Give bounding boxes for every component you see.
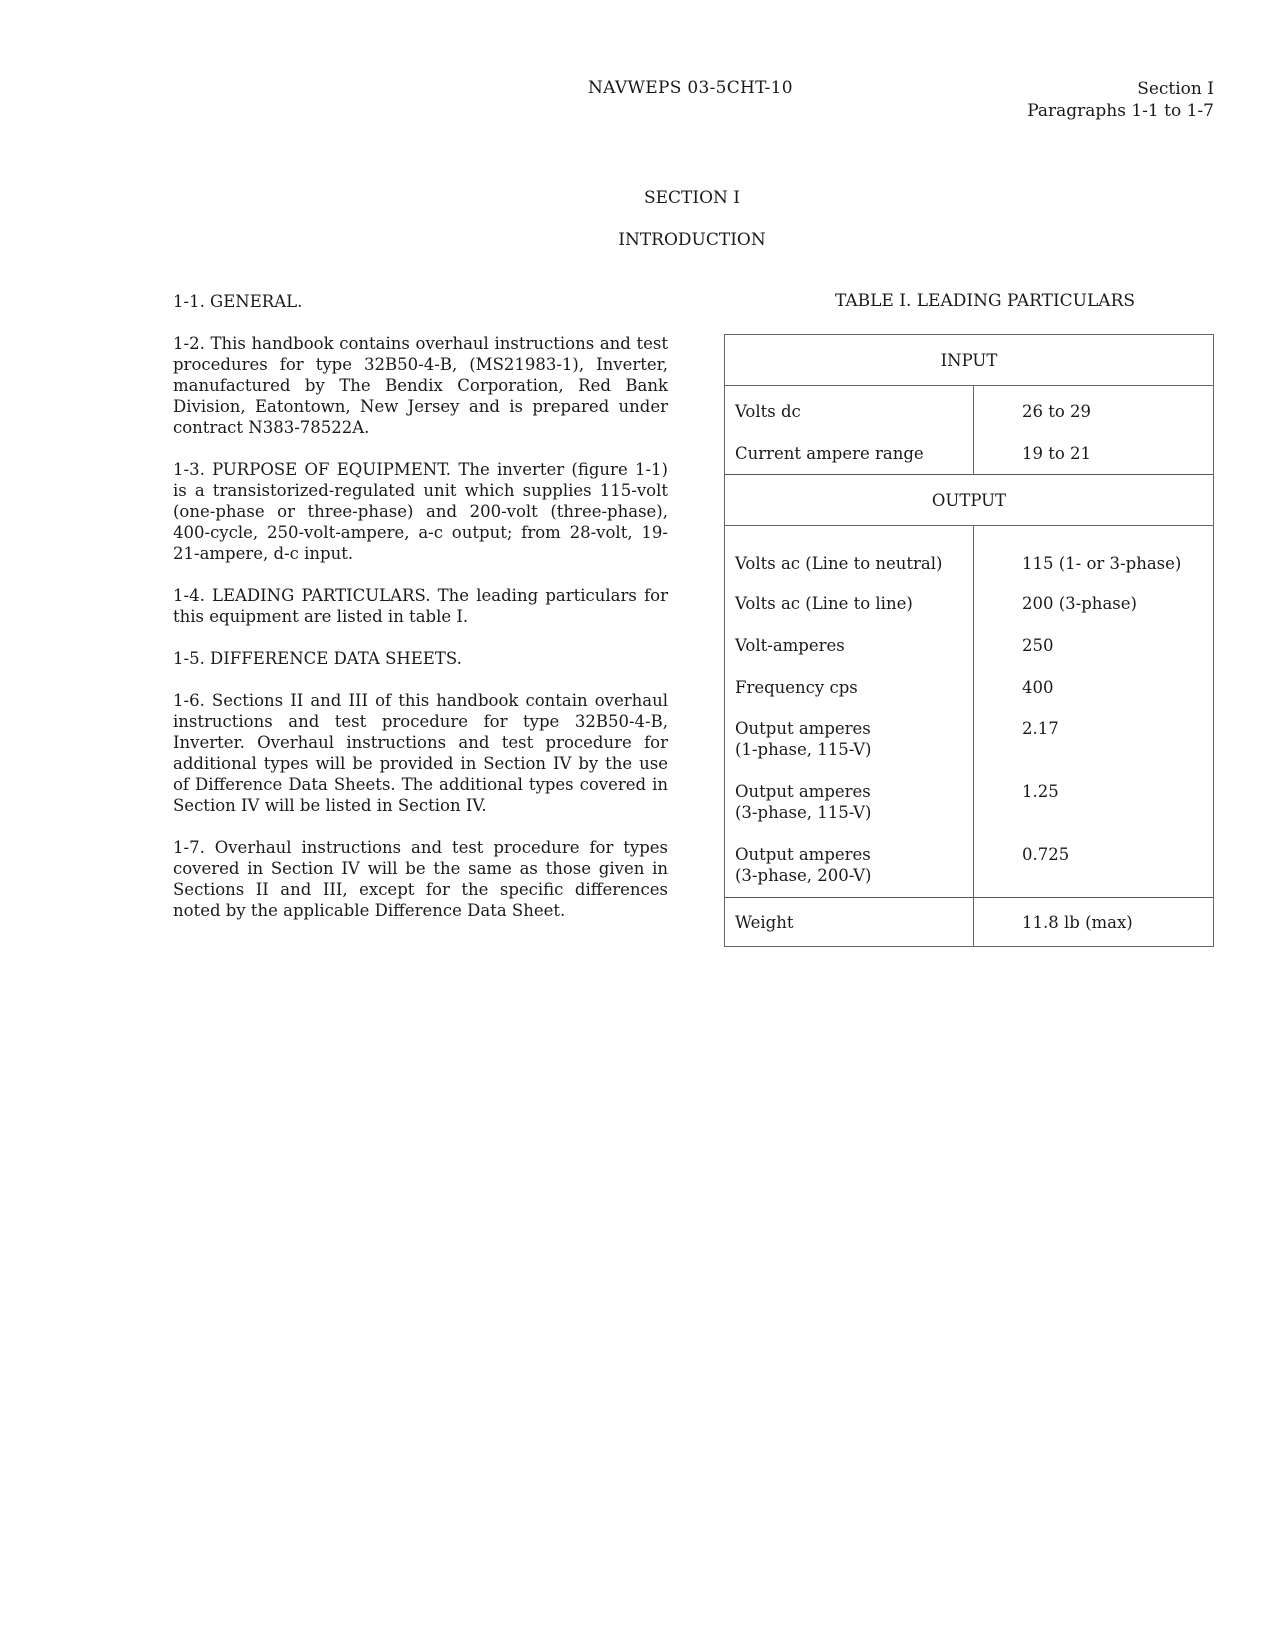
leading-particulars-table [724,334,1214,947]
input-values [974,386,1214,475]
output-label-volt-amperes: Volt-amperes [735,635,845,655]
output-label-amps-3ph-115-line2: (3-phase, 115-V) [735,803,872,822]
output-label-amps-1ph-115-line2: (1-phase, 115-V) [735,740,872,759]
input-value-volts-dc: 26 to 29 [1022,401,1092,421]
input-header: INPUT [725,335,1214,386]
output-label-amps-3ph-200-line1: Output amperes [735,845,871,864]
output-value-amps-1ph-115: 2.17 [1022,719,1059,738]
output-label-amps-3ph-115 [735,771,963,834]
output-value-volt-amperes: 250 [1022,635,1054,655]
weight-label: Weight [725,898,974,947]
output-label-amps-3ph-115-line1: Output amperes [735,782,871,801]
table-title: TABLE I. LEADING PARTICULARS [834,291,1136,311]
output-label-amps-3ph-200-line2: (3-phase, 200-V) [735,866,872,885]
output-value-frequency: 400 [1022,677,1054,697]
output-values [974,526,1214,898]
input-label-current: Current ampere range [735,443,924,463]
output-label-amps-1ph-115 [735,708,963,771]
paragraph-range: Paragraphs 1-1 to 1-7 [1027,101,1214,121]
paragraph-1-2: 1-2. This handbook contains overhaul instructions and test procedures for type 32B50-4-B, (MS21983-1), Inverter, manufactured by The Bendix Corporation, Red Bank Division, Eatontown, New Jersey and is prepared under contract N383-78522A. [173,334,668,437]
output-header: OUTPUT [725,475,1214,526]
output-value-amps-3ph-200: 0.725 [1022,845,1070,864]
document-number: NAVWEPS 03-5CHT-10 [588,78,793,98]
paragraph-1-4: 1-4. LEADING PARTICULARS. The leading particulars for this equipment are listed in table I. [173,586,668,626]
paragraph-1-5: 1-5. DIFFERENCE DATA SHEETS. [173,649,462,668]
section-title: INTRODUCTION [618,230,766,250]
output-value-line-line: 200 (3-phase) [1022,593,1137,613]
output-value-amps-3ph-115: 1.25 [1022,782,1059,801]
paragraph-1-6: 1-6. Sections II and III of this handbook contain overhaul instructions and test procedure for type 32B50-4-B, Inverter. Overhaul instructions and test procedure for additional types will be provided in Section IV by the use of Difference Data Sheets. The additional types covered in Section IV will be listed in Section IV. [173,691,668,815]
output-label-line-line: Volts ac (Line to line) [735,593,913,613]
output-label-line-neutral: Volts ac (Line to neutral) [735,554,943,573]
paragraph-1-1: 1-1. GENERAL. [173,292,303,311]
input-value-current: 19 to 21 [1022,443,1092,463]
output-labels [725,526,974,898]
section-number: SECTION I [643,188,741,208]
weight-value: 11.8 lb (max) [974,898,1214,947]
body-text-column [173,291,668,942]
output-value-line-neutral: 115 (1- or 3-phase) [1022,554,1182,573]
section-reference: Section I [1137,79,1214,99]
output-label-amps-3ph-200 [735,834,963,897]
output-label-frequency: Frequency cps [735,677,858,697]
paragraph-1-3: 1-3. PURPOSE OF EQUIPMENT. The inverter (figure 1-1) is a transistorized-regulated unit which supplies 115-volt (one-phase or three-phase) and 200-volt (three-phase), 400-cycle, 250-volt-ampere, a-c output; from 28-volt, 19-21-ampere, d-c input. [173,460,668,563]
input-label-volts-dc: Volts dc [735,401,801,421]
page-reference [1027,78,1214,122]
paragraph-1-7: 1-7. Overhaul instructions and test procedure for types covered in Section IV will be the same as those given in Sections II and III, except for the specific differences noted by the applicable Difference Data Sheet. [173,838,668,920]
input-labels [725,386,974,475]
output-label-amps-1ph-115-line1: Output amperes [735,719,871,738]
